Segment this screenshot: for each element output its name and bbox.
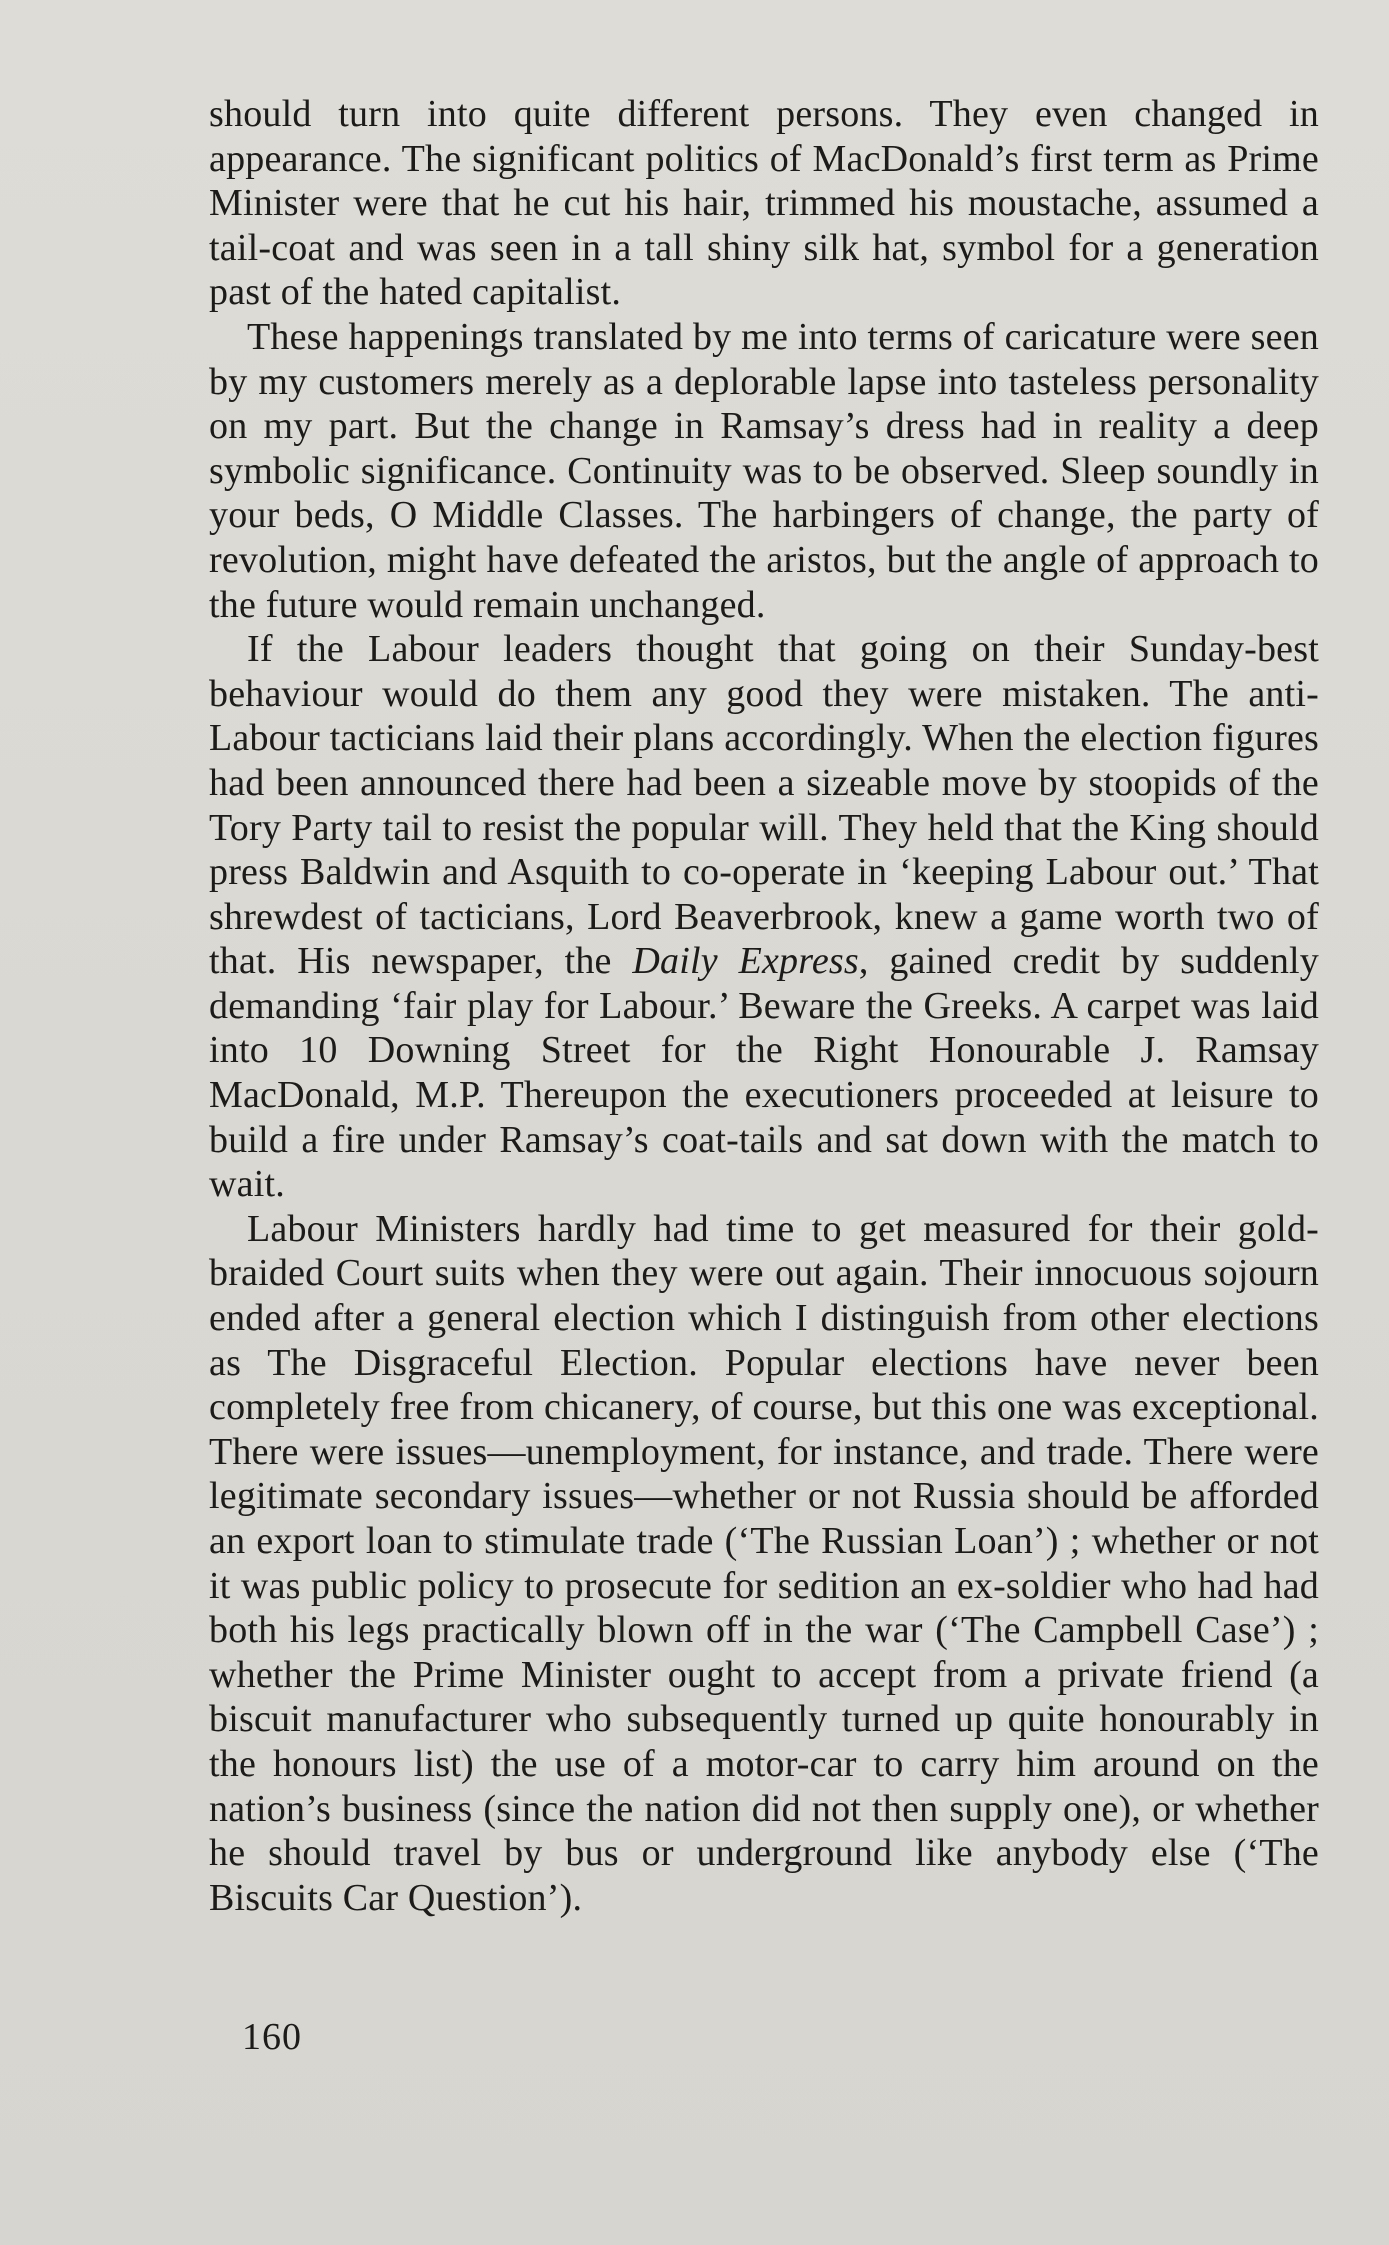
paragraph-3-text-b: , gained credit by suddenly demanding ‘fair play for Labour.’ Beware the Greeks. A carpet was laid into 10 Downing Street for the Right Honourable J. Ramsay MacDonald, M.P. Thereupon the executioners proceeded at leisure to build a fire under Ramsay’s coat-tails and sat down with the match to wait. bbox=[209, 940, 1320, 1206]
paragraph-1 bbox=[209, 92, 1319, 315]
paragraph-2 bbox=[209, 315, 1319, 627]
body-text bbox=[209, 92, 1319, 1920]
paragraph-3 bbox=[209, 627, 1319, 1207]
paragraph-4 bbox=[209, 1207, 1319, 1921]
paragraph-1-text: should turn into quite different persons. They even changed in appearance. The significant politics of MacDonald’s first term as Prime Minister were that he cut his hair, trimmed his moustache, assumed a tail-coat and was seen in a tall shiny silk hat, symbol for a generation past of the hated capitalist. bbox=[209, 93, 1319, 314]
paragraph-3-text-a: If the Labour leaders thought that going on their Sunday-best behaviour would do them any good they were mistaken. The anti-Labour tacticians laid their plans accordingly. When the election figures had been announced there had been a sizeable move by stoopids of the Tory Party tail to resist the popular will. They held that the King should press Baldwin and Asquith to co-operate in ‘keeping Labour out.’ That shrewdest of tacticians, Lord Beaverbrook, knew a game worth two of that. His newspaper, the bbox=[209, 628, 1319, 983]
page-number: 160 bbox=[242, 2016, 302, 2058]
paragraph-4-text: Labour Ministers hardly had time to get measured for their gold-braided Court suits when they were out again. Their innocuous sojourn ended after a general election which I distinguish from other elections as The Disgraceful Election. Popular elections have never been completely free from chicanery, of course, but this one was exceptional. There were issues—unemployment, for instance, and trade. There were legitimate secondary issues—whether or not Russia should be afforded an export loan to stimulate trade (‘The Russian Loan’) ; whether or not it was public policy to prosecute for sedition an ex-soldier who had had both his legs practically blown off in the war (‘The Campbell Case’) ; whether the Prime Minister ought to accept from a private friend (a biscuit manufacturer who subsequently turned up quite honourably in the honours list) the use of a motor-car to carry him around on the nation’s business (since the nation did not then supply one), or whether he should travel by bus or underground like anybody else (‘The Biscuits Car Question’). bbox=[209, 1207, 1319, 1919]
paragraph-2-text: These happenings translated by me into terms of caricature were seen by my customers merely as a deplorable lapse into tasteless personality on my part. But the change in Ramsay’s dress had in reality a deep symbolic significance. Continuity was to be observed. Sleep soundly in your beds, O Middle Classes. The harbingers of change, the party of revolution, might have defeated the aristos, but the angle of approach to the future would remain unchanged. bbox=[209, 315, 1319, 626]
newspaper-title: Daily Express bbox=[632, 940, 859, 983]
